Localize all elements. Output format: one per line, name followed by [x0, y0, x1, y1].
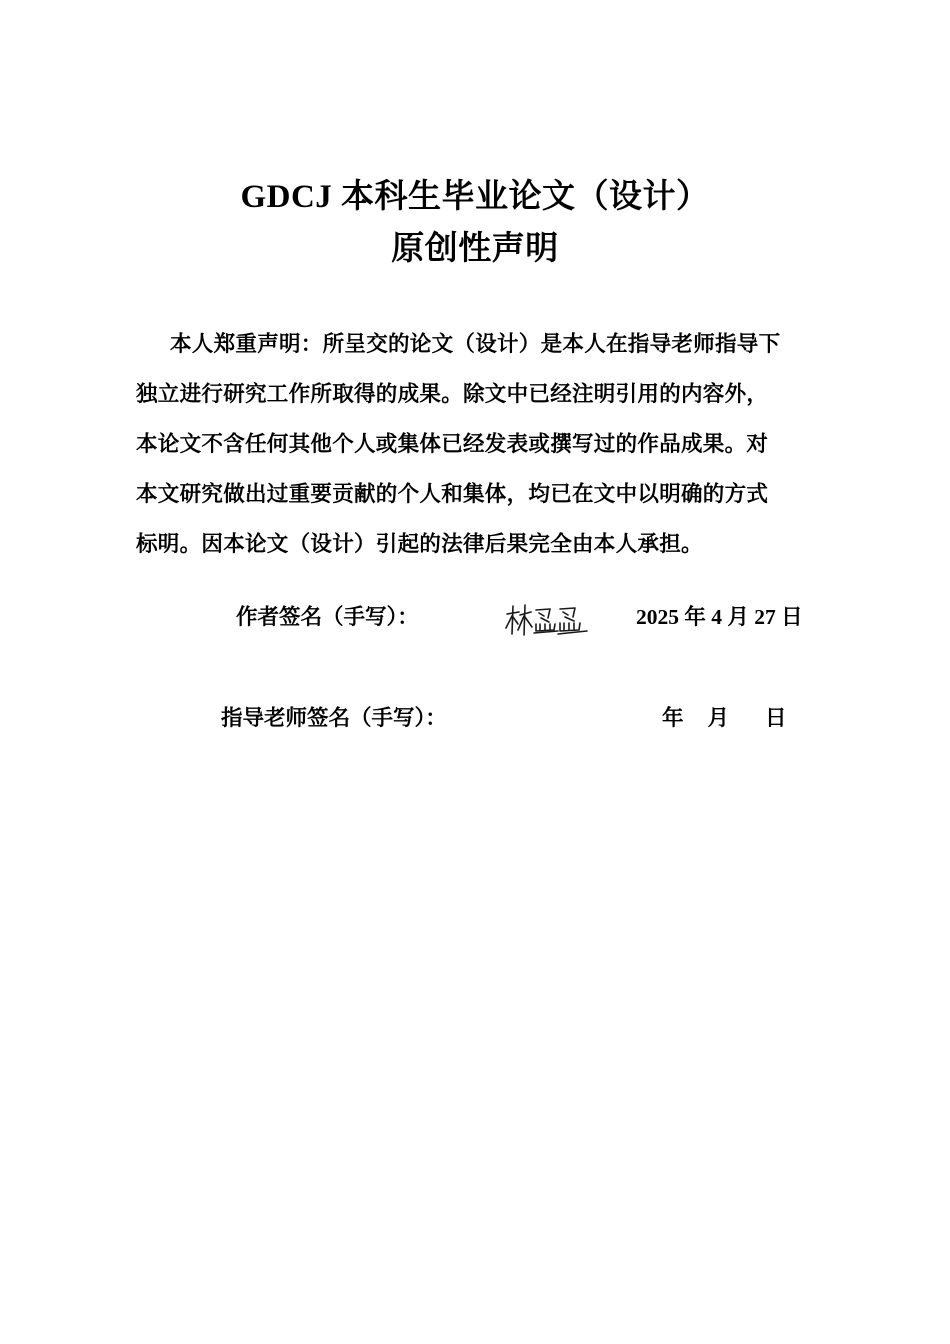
- statement-line: 本论文不含任何其他个人或集体已经发表或撰写过的作品成果。对: [136, 432, 769, 456]
- author-handwritten-signature: [503, 600, 591, 640]
- advisor-signature-label: 指导老师签名（手写）：: [221, 706, 447, 730]
- advisor-date-day: 日: [765, 706, 787, 730]
- advisor-date-month: 月: [707, 706, 730, 730]
- statement-line: 本文研究做出过重要贡献的个人和集体，均已在文中以明确的方式: [136, 482, 769, 506]
- author-signature-label: 作者签名（手写）：: [236, 605, 419, 629]
- statement-line: 本人郑重声明：所呈交的论文（设计）是本人在指导老师指导下: [170, 332, 781, 356]
- statement-line: 标明。因本论文（设计）引起的法律后果完全由本人承担。: [136, 532, 703, 556]
- document-title: GDCJ 本科生毕业论文（设计）: [240, 179, 710, 215]
- advisor-signature-date: [662, 701, 787, 732]
- advisor-date-year: 年: [662, 706, 684, 730]
- statement-line: 独立进行研究工作所取得的成果。除文中已经注明引用的内容外，: [136, 382, 769, 406]
- document-subtitle: 原创性声明: [391, 231, 559, 267]
- author-signature-date: 2025 年 4 月 27 日: [636, 605, 803, 629]
